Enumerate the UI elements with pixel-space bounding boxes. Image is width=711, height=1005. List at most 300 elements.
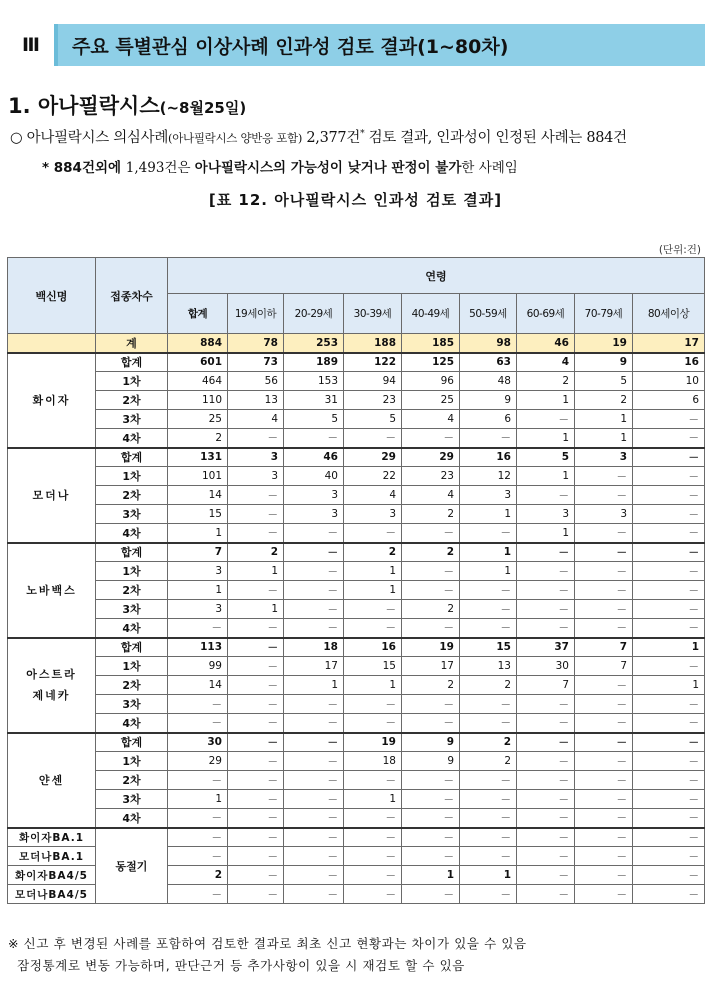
table-cell: 5	[575, 372, 633, 391]
table-cell: 3	[517, 505, 575, 524]
table-cell: －	[284, 714, 344, 733]
table-cell: －	[460, 714, 517, 733]
table-cell: －	[460, 847, 517, 866]
table-cell: －	[517, 771, 575, 790]
table-cell: －	[517, 866, 575, 885]
summary-prefix: ○ 아나필락시스 의심사례	[10, 130, 169, 146]
table-cell: 1	[517, 429, 575, 448]
table-cell: 4	[344, 486, 402, 505]
dose-label: 2차	[96, 771, 168, 790]
heading-date: (~8월25일)	[159, 99, 247, 117]
table-cell: －	[633, 752, 705, 771]
table-cell: 19	[402, 638, 460, 657]
table-cell: －	[168, 809, 228, 828]
table-cell: 1	[344, 562, 402, 581]
age-col-header: 50-59세	[460, 294, 517, 334]
table-cell: 7	[575, 657, 633, 676]
table-cell: 113	[168, 638, 228, 657]
table-cell: 25	[402, 391, 460, 410]
section-banner	[8, 24, 705, 66]
table-cell: 2	[402, 505, 460, 524]
table-cell: 122	[344, 353, 402, 372]
table-cell: －	[460, 429, 517, 448]
table-cell: －	[633, 410, 705, 429]
table-cell: 4	[228, 410, 284, 429]
table-cell: 16	[460, 448, 517, 467]
table-cell: 22	[344, 467, 402, 486]
table-row	[8, 695, 705, 714]
footnote-b: 1,493건은	[125, 160, 195, 176]
summary-paragraph	[10, 126, 627, 147]
table-cell: 2	[402, 676, 460, 695]
footnote-a: * 884건외에	[42, 160, 126, 176]
table-row	[8, 543, 705, 562]
table-cell: －	[517, 695, 575, 714]
table-cell: －	[228, 581, 284, 600]
table-cell: －	[517, 581, 575, 600]
table-cell: －	[402, 771, 460, 790]
table-row	[8, 486, 705, 505]
summary-rest: 검토 결과, 인과성이 인정된 사례는 884건	[364, 130, 627, 146]
table-cell: －	[517, 562, 575, 581]
table-cell: 2	[344, 543, 402, 562]
table-cell: －	[344, 714, 402, 733]
table-cell: 2	[460, 752, 517, 771]
table-cell: －	[575, 581, 633, 600]
table-cell: －	[575, 562, 633, 581]
table-cell: －	[633, 600, 705, 619]
table-cell: －	[460, 790, 517, 809]
table-cell: 3	[575, 448, 633, 467]
table-row	[8, 733, 705, 752]
table-cell: －	[460, 771, 517, 790]
table-cell: －	[284, 581, 344, 600]
table-cell: 1	[633, 676, 705, 695]
table-cell: 16	[344, 638, 402, 657]
table-cell: －	[575, 809, 633, 828]
vaccine-name: 화이자BA.1	[8, 828, 96, 847]
table-cell: 1	[168, 790, 228, 809]
table-row	[8, 353, 705, 372]
table-cell: 7	[575, 638, 633, 657]
table-cell: －	[460, 524, 517, 543]
section-title: 주요 특별관심 이상사례 인과성 검토 결과(1~80차)	[72, 35, 509, 58]
table-cell: －	[402, 562, 460, 581]
table-cell: －	[517, 885, 575, 904]
dose-label: 합계	[96, 448, 168, 467]
vaccine-name: 얀센	[8, 733, 96, 828]
table-cell: －	[168, 714, 228, 733]
table-cell: 1	[284, 676, 344, 695]
table-cell: －	[228, 657, 284, 676]
dose-label: 3차	[96, 790, 168, 809]
dose-label: 합계	[96, 353, 168, 372]
table-cell: 2	[517, 372, 575, 391]
table-cell: －	[575, 543, 633, 562]
table-cell: 40	[284, 467, 344, 486]
table-row	[8, 752, 705, 771]
vaccine-name: 노바백스	[8, 543, 96, 638]
table-caption: [표 12. 아나필락시스 인과성 검토 결과]	[208, 191, 503, 209]
table-cell: －	[344, 600, 402, 619]
table-cell: －	[402, 828, 460, 847]
table-cell: 7	[517, 676, 575, 695]
table-cell: －	[344, 885, 402, 904]
table-cell: －	[633, 809, 705, 828]
table-cell: 9	[460, 391, 517, 410]
results-table	[7, 257, 705, 904]
table-cell: －	[168, 828, 228, 847]
dose-label: 4차	[96, 619, 168, 638]
table-cell: 16	[633, 353, 705, 372]
table-cell: －	[284, 828, 344, 847]
table-cell: －	[284, 562, 344, 581]
table-row	[8, 638, 705, 657]
note-line: 잠정통계로 변동 가능하며, 판단근거 등 추가사항이 있을 시 재검토 할 수 있음	[8, 958, 465, 973]
table-cell: 30	[168, 733, 228, 752]
table-cell: －	[460, 581, 517, 600]
table-row	[8, 809, 705, 828]
table-cell: －	[168, 695, 228, 714]
table-cell: 63	[460, 353, 517, 372]
table-cell: －	[460, 695, 517, 714]
table-cell: 101	[168, 467, 228, 486]
table-cell: －	[168, 619, 228, 638]
table-cell: 1	[460, 543, 517, 562]
table-cell: 9	[402, 733, 460, 752]
table-cell: 46	[284, 448, 344, 467]
table-cell: 15	[168, 505, 228, 524]
table-row	[8, 600, 705, 619]
table-cell: －	[228, 847, 284, 866]
table-cell: －	[633, 657, 705, 676]
table-cell: 14	[168, 676, 228, 695]
table-cell: －	[575, 828, 633, 847]
table-unit: (단위:건)	[658, 244, 701, 256]
table-cell: 3	[460, 486, 517, 505]
table-cell: 1	[168, 581, 228, 600]
table-cell: 1	[575, 429, 633, 448]
table-cell: 5	[344, 410, 402, 429]
summary-sup: *	[360, 129, 365, 140]
table-cell: 12	[460, 467, 517, 486]
dose-label: 3차	[96, 695, 168, 714]
table-cell: －	[228, 695, 284, 714]
age-col-header: 60-69세	[517, 294, 575, 334]
summary-count: 2,377건	[302, 130, 361, 146]
table-cell: －	[228, 429, 284, 448]
table-cell: －	[633, 733, 705, 752]
dose-label: 1차	[96, 372, 168, 391]
vaccine-name: 모더나	[8, 448, 96, 543]
table-cell: 14	[168, 486, 228, 505]
table-cell: －	[517, 410, 575, 429]
table-cell: 1	[168, 524, 228, 543]
table-cell: －	[575, 486, 633, 505]
table-cell: －	[575, 733, 633, 752]
table-cell: －	[517, 809, 575, 828]
table-cell: －	[633, 448, 705, 467]
age-col-header: 19세이하	[228, 294, 284, 334]
dose-label: 3차	[96, 410, 168, 429]
table-cell: 1	[633, 638, 705, 657]
table-cell: －	[284, 524, 344, 543]
table-cell: 2	[228, 543, 284, 562]
table-cell: －	[228, 828, 284, 847]
table-cell: 3	[575, 505, 633, 524]
table-cell: －	[344, 828, 402, 847]
table-cell: －	[633, 543, 705, 562]
vaccine-name: 모더나BA.1	[8, 847, 96, 866]
table-cell: 1	[344, 790, 402, 809]
dose-label: 2차	[96, 676, 168, 695]
footnote-d: 한 사례임	[461, 160, 518, 176]
table-cell: －	[633, 771, 705, 790]
table-cell: －	[517, 543, 575, 562]
table-cell: 1	[228, 600, 284, 619]
table-cell: －	[228, 524, 284, 543]
table-cell: 13	[228, 391, 284, 410]
table-cell: －	[228, 676, 284, 695]
table-cell: 601	[168, 353, 228, 372]
age-col-header: 합계	[168, 294, 228, 334]
vaccine-name: 화이자	[8, 353, 96, 448]
table-cell: 131	[168, 448, 228, 467]
table-cell: －	[284, 733, 344, 752]
table-cell: －	[517, 733, 575, 752]
table-row	[8, 790, 705, 809]
table-row	[8, 410, 705, 429]
table-cell: －	[633, 524, 705, 543]
table-cell: 13	[460, 657, 517, 676]
table-cell: －	[633, 790, 705, 809]
table-cell: 2	[460, 676, 517, 695]
table-row	[8, 524, 705, 543]
table-cell: －	[284, 600, 344, 619]
table-cell: 23	[402, 467, 460, 486]
table-cell: 10	[633, 372, 705, 391]
table-cell: 3	[284, 505, 344, 524]
table-cell: 153	[284, 372, 344, 391]
table-row	[8, 581, 705, 600]
dose-label: 1차	[96, 657, 168, 676]
table-cell: －	[284, 847, 344, 866]
table-cell: 188	[344, 334, 402, 353]
notes	[8, 933, 527, 977]
table-cell: －	[575, 790, 633, 809]
table-cell: 1	[517, 391, 575, 410]
table-cell: －	[633, 714, 705, 733]
table-cell: －	[168, 771, 228, 790]
table-row	[8, 714, 705, 733]
table-cell: －	[402, 790, 460, 809]
table-cell: －	[168, 847, 228, 866]
table-cell: 884	[168, 334, 228, 353]
age-col-header: 80세이상	[633, 294, 705, 334]
table-cell: －	[633, 467, 705, 486]
age-col-header: 40-49세	[402, 294, 460, 334]
table-cell: －	[228, 809, 284, 828]
table-cell: 2	[575, 391, 633, 410]
table-cell: －	[575, 866, 633, 885]
table-row	[8, 657, 705, 676]
table-row	[8, 828, 705, 847]
table-cell: －	[284, 809, 344, 828]
heading	[8, 90, 246, 120]
table-cell: 96	[402, 372, 460, 391]
header-age: 연령	[168, 258, 705, 294]
table-cell: －	[460, 828, 517, 847]
footnote-paragraph	[42, 156, 518, 176]
table-cell: －	[284, 543, 344, 562]
table-cell: －	[517, 600, 575, 619]
total-empty-cell	[8, 334, 96, 353]
table-cell: 1	[460, 866, 517, 885]
table-cell: －	[517, 790, 575, 809]
dose-label: 3차	[96, 505, 168, 524]
table-cell: 17	[402, 657, 460, 676]
table-cell: －	[402, 885, 460, 904]
table-cell: －	[344, 429, 402, 448]
age-col-header: 30-39세	[344, 294, 402, 334]
table-cell: －	[228, 771, 284, 790]
table-cell: －	[633, 847, 705, 866]
table-cell: 1	[460, 505, 517, 524]
table-cell: －	[344, 866, 402, 885]
table-cell: －	[575, 600, 633, 619]
table-cell: －	[402, 429, 460, 448]
table-row	[8, 467, 705, 486]
dose-label: 4차	[96, 714, 168, 733]
table-cell: －	[402, 714, 460, 733]
table-cell: 6	[633, 391, 705, 410]
table-cell: －	[168, 885, 228, 904]
table-cell: 2	[402, 600, 460, 619]
table-cell: 29	[344, 448, 402, 467]
dose-label: 1차	[96, 467, 168, 486]
table-cell: －	[633, 581, 705, 600]
table-cell: 1	[402, 866, 460, 885]
age-col-header: 20-29세	[284, 294, 344, 334]
dose-label: 동절기	[96, 828, 168, 904]
table-cell: 1	[344, 676, 402, 695]
table-cell: 5	[284, 410, 344, 429]
summary-note: (아나필락시스 양반응 포함)	[168, 131, 303, 145]
table-cell: 30	[517, 657, 575, 676]
dose-label: 4차	[96, 809, 168, 828]
dose-label: 2차	[96, 391, 168, 410]
table-cell: －	[228, 790, 284, 809]
table-cell: －	[402, 524, 460, 543]
table-cell: 110	[168, 391, 228, 410]
table-cell: 15	[460, 638, 517, 657]
table-cell: －	[228, 505, 284, 524]
note-line: ※ 신고 후 변경된 사례를 포함하여 검토한 결과로 최초 신고 현황과는 차이가 있을 수 있음	[8, 936, 527, 951]
table-cell: 4	[517, 353, 575, 372]
table-cell: －	[228, 866, 284, 885]
table-cell: －	[575, 771, 633, 790]
table-cell: －	[344, 524, 402, 543]
table-cell: －	[228, 714, 284, 733]
table-cell: －	[633, 885, 705, 904]
table-cell: －	[344, 809, 402, 828]
table-cell: －	[575, 847, 633, 866]
header-dose: 접종차수	[96, 258, 168, 334]
table-cell: －	[284, 790, 344, 809]
table-cell: －	[228, 752, 284, 771]
table-cell: 48	[460, 372, 517, 391]
table-cell: －	[460, 885, 517, 904]
table-cell: 9	[575, 353, 633, 372]
table-cell: 2	[402, 543, 460, 562]
table-cell: 18	[284, 638, 344, 657]
dose-label: 합계	[96, 638, 168, 657]
table-cell: 31	[284, 391, 344, 410]
heading-title: 1. 아나필락시스	[8, 94, 160, 118]
table-cell: －	[402, 847, 460, 866]
vaccine-name: 화이자BA4/5	[8, 866, 96, 885]
dose-label: 4차	[96, 524, 168, 543]
table-cell: 78	[228, 334, 284, 353]
table-cell: －	[517, 619, 575, 638]
table-cell: 19	[344, 733, 402, 752]
table-cell: －	[460, 809, 517, 828]
table-cell: 17	[633, 334, 705, 353]
table-cell: 2	[168, 866, 228, 885]
table-cell: 1	[517, 467, 575, 486]
table-cell: －	[633, 619, 705, 638]
table-cell: －	[402, 619, 460, 638]
table-cell: 185	[402, 334, 460, 353]
table-cell: －	[575, 676, 633, 695]
table-cell: －	[344, 695, 402, 714]
table-cell: 3	[168, 600, 228, 619]
table-cell: －	[228, 619, 284, 638]
table-cell: －	[517, 828, 575, 847]
table-cell: 464	[168, 372, 228, 391]
dose-label: 4차	[96, 429, 168, 448]
table-cell: －	[633, 828, 705, 847]
table-cell: －	[344, 619, 402, 638]
table-row	[8, 372, 705, 391]
table-cell: －	[633, 505, 705, 524]
table-row	[8, 619, 705, 638]
table-cell: 5	[517, 448, 575, 467]
age-col-header: 70-79세	[575, 294, 633, 334]
table-cell: －	[575, 752, 633, 771]
table-cell: －	[633, 429, 705, 448]
table-cell: 189	[284, 353, 344, 372]
dose-label: 합계	[96, 733, 168, 752]
table-cell: 99	[168, 657, 228, 676]
table-cell: －	[460, 619, 517, 638]
table-cell: －	[575, 885, 633, 904]
table-cell: 29	[168, 752, 228, 771]
table-row	[8, 771, 705, 790]
table-cell: 4	[402, 410, 460, 429]
dose-label: 3차	[96, 600, 168, 619]
table-cell: 6	[460, 410, 517, 429]
table-cell: 46	[517, 334, 575, 353]
header-vaccine: 백신명	[8, 258, 96, 334]
table-cell: 1	[460, 562, 517, 581]
table-cell: －	[284, 429, 344, 448]
table-cell: 29	[402, 448, 460, 467]
table-cell: －	[402, 809, 460, 828]
table-cell: －	[284, 866, 344, 885]
table-cell: －	[517, 714, 575, 733]
table-cell: －	[575, 695, 633, 714]
